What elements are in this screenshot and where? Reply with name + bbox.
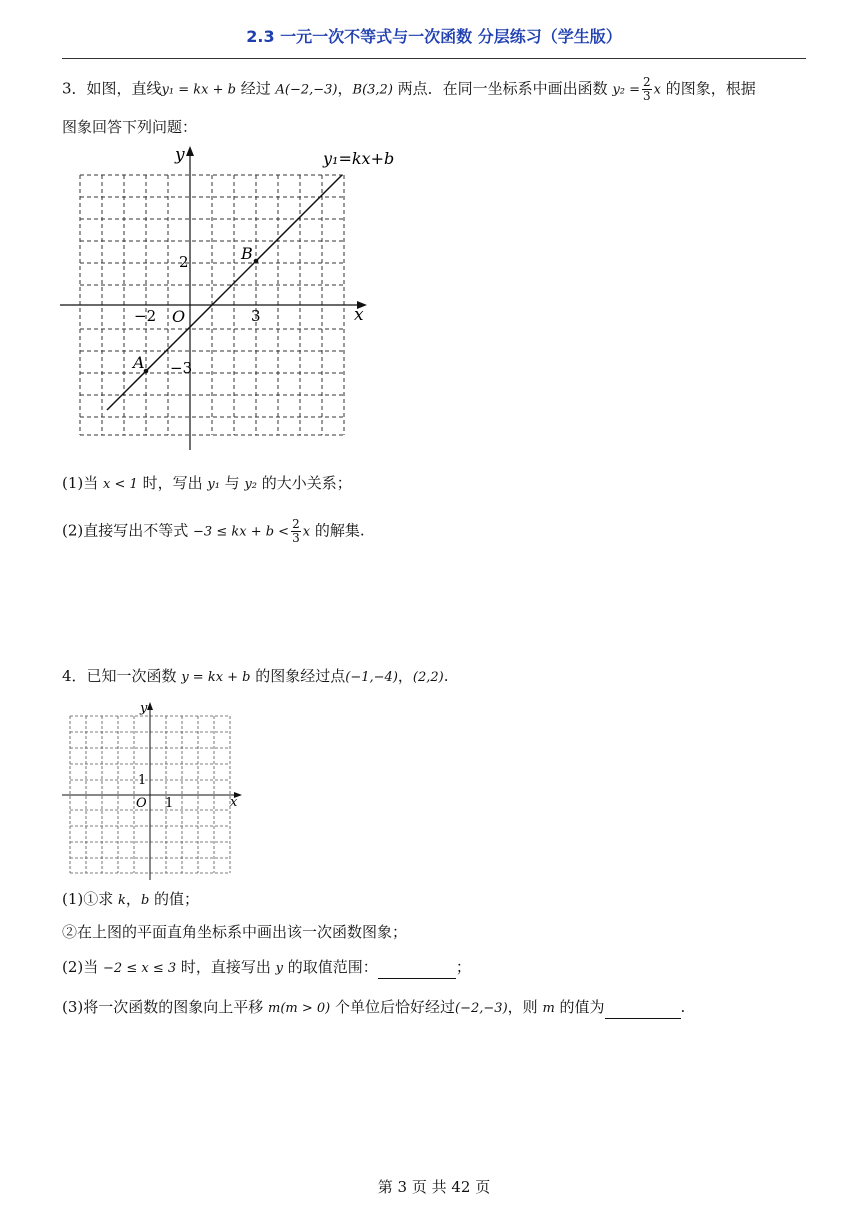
q3-fraction — [642, 76, 652, 103]
q4-part2-answer-blank[interactable] — [378, 962, 456, 979]
q3-part2-b: 的解集. — [310, 521, 365, 540]
q3-origin-label: O — [172, 307, 186, 326]
q3-x-axis-label: x — [354, 305, 364, 325]
q3-intro-b: 两点．在同一坐标系中画出函数 — [392, 79, 613, 98]
q3-part1-cond: x < 1 — [103, 477, 138, 492]
q3-part2-ineq: −3 ≤ kx + b < — [193, 524, 290, 540]
q4-part3-end: . — [680, 998, 686, 1016]
q3-intro-c: 的图象，根据 — [661, 79, 756, 98]
q3-passes: 经过 — [235, 79, 276, 98]
q3-point-b: B(3,2) — [352, 82, 393, 98]
q3-frac-den: 3 — [643, 89, 651, 103]
q4-part2-cond: −2 ≤ x ≤ 3 — [103, 961, 177, 976]
q4-tick-1x: 1 — [165, 796, 174, 811]
q4-sep: ， — [397, 667, 413, 685]
q3-sep: ， — [337, 79, 353, 98]
q3-part1-c: 与 — [219, 474, 245, 492]
q3-tick-neg2: −2 — [134, 307, 157, 325]
q4-tick-1y: 1 — [138, 773, 147, 788]
q3-label-a: A — [133, 353, 145, 372]
q3-line-equation: y₁ = kx + b — [161, 82, 236, 98]
q3-part1-a: (1)当 — [62, 474, 104, 492]
q4-part3-point: (−2,−3) — [455, 1001, 508, 1016]
q3-part1-y2: y₂ — [244, 477, 258, 492]
q3-tick-2: 2 — [179, 253, 189, 271]
q4-coordinate-grid — [58, 698, 248, 883]
q3-part2-den: 3 — [292, 531, 300, 545]
q4-x-axis-label: x — [230, 795, 238, 810]
q4-part2-a: (2)当 — [62, 958, 104, 976]
q4-part3-c: ，则 — [507, 998, 543, 1016]
q4-part3-m2: m — [542, 1001, 555, 1016]
header-divider — [62, 58, 806, 59]
q3-line-y1 — [107, 175, 342, 410]
q4-part2-y: y — [275, 961, 284, 976]
q3-label-b: B — [241, 244, 253, 263]
q4-part1-b-var: b — [140, 893, 150, 908]
q3-intro-line — [62, 76, 756, 103]
q4-part-2 — [62, 957, 471, 979]
q3-point-b-dot — [254, 259, 259, 264]
q3-frac-num: 2 — [643, 75, 651, 89]
page-footer: 第 3 页 共 42 页 — [377, 1178, 491, 1196]
q4-intro-b: 的图象经过点 — [250, 667, 346, 685]
q4-y-arrow-icon — [147, 702, 153, 710]
q3-part2-x: x — [302, 524, 311, 540]
q4-part1-sep: ， — [125, 890, 141, 908]
q3-line-label: y₁=kx+b — [323, 149, 395, 168]
q3-part2-num: 2 — [292, 517, 300, 531]
q3-intro-a: 3．如图，直线 — [62, 79, 162, 98]
q3-part1-y1: y₁ — [207, 477, 220, 492]
q4-part3-answer-blank[interactable] — [605, 1002, 681, 1019]
q4-part2-end: ； — [455, 958, 471, 976]
q4-part1-a: (1)①求 — [62, 890, 119, 908]
q4-part-1-2: ②在上图的平面直角坐标系中画出该一次函数图象； — [62, 923, 408, 941]
q4-part3-b: 个单位后恰好经过 — [330, 998, 456, 1016]
q4-part1-k: k — [118, 893, 126, 908]
q3-part2-a: (2)直接写出不等式 — [62, 521, 194, 540]
q3-tick-3: 3 — [251, 307, 261, 325]
q3-part1-b: 时，写出 — [137, 474, 208, 492]
q3-part2-fraction — [291, 518, 301, 545]
q3-coordinate-graph — [55, 140, 415, 455]
q3-y-axis-label: y — [175, 145, 185, 165]
q3-y2-lhs: y₂ = — [612, 82, 641, 98]
q4-end: . — [443, 667, 449, 685]
q4-part2-c: 的取值范围： — [283, 958, 378, 976]
q4-part2-b: 时，直接写出 — [176, 958, 276, 976]
q3-part-2 — [62, 518, 365, 545]
q4-part-1 — [62, 889, 199, 911]
q4-part1-b: 的值； — [149, 890, 200, 908]
q3-point-a: A(−2,−3) — [275, 82, 338, 98]
q4-equation: y = kx + b — [181, 670, 251, 685]
q3-part1-d: 的大小关系； — [257, 474, 352, 492]
q3-y-arrow-icon — [186, 146, 194, 156]
q4-part3-m: m(m > 0) — [268, 1001, 331, 1016]
q3-intro-line-2: 图象回答下列问题： — [62, 118, 198, 136]
q4-part-3 — [62, 997, 685, 1019]
q3-tick-neg3: −3 — [170, 359, 193, 377]
page-title: 2.3 一元一次不等式与一次函数 分层练习（学生版） — [246, 27, 622, 46]
q4-origin-label: O — [136, 796, 147, 811]
q3-y2-x: x — [653, 82, 662, 98]
q4-point-1: (−1,−4) — [345, 670, 398, 685]
q3-part-1 — [62, 473, 352, 495]
q4-intro-line — [62, 666, 449, 688]
q4-y-axis-label: y — [140, 701, 148, 716]
q4-part3-a: (3)将一次函数的图象向上平移 — [62, 998, 269, 1016]
q4-intro-a: 4．已知一次函数 — [62, 667, 182, 685]
q4-part3-d: 的值为 — [554, 998, 605, 1016]
q4-point-2: (2,2) — [412, 670, 444, 685]
